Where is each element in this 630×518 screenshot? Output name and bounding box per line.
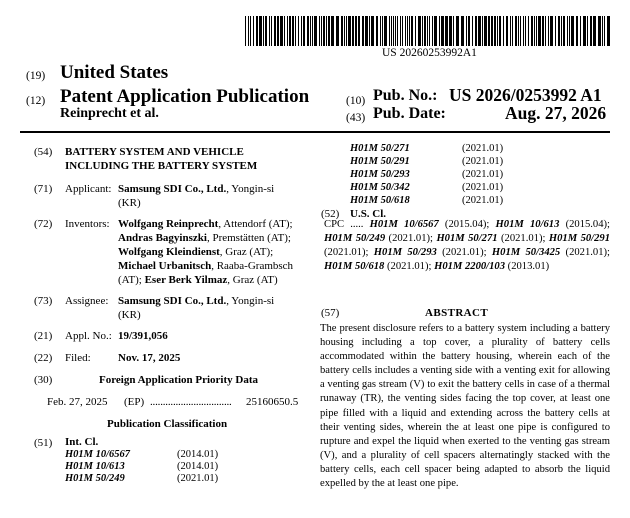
barcode-bar <box>418 16 421 46</box>
barcode-bar <box>369 16 370 46</box>
barcode-bar <box>393 16 394 46</box>
int-cl-label: Int. Cl. <box>65 436 99 448</box>
barcode-bar <box>488 16 490 46</box>
barcode-bar <box>482 16 483 46</box>
assignee-label: Assignee: <box>65 295 109 307</box>
int-cl-row <box>65 461 218 472</box>
inventor-1 <box>118 218 293 230</box>
barcode-bar <box>376 16 378 46</box>
int-cl-year: (2021.01) <box>462 143 504 154</box>
barcode-bar <box>510 16 511 46</box>
barcode-bar <box>461 16 464 46</box>
appl-no-value: 19/391,056 <box>118 330 168 342</box>
barcode-bar <box>391 16 392 46</box>
barcode-bar <box>400 16 401 46</box>
barcode-bar <box>434 16 437 46</box>
applicant-label: Applicant: <box>65 183 112 195</box>
barcode-bar <box>555 16 556 46</box>
barcode-bar <box>250 16 251 46</box>
assignee-location: , Yongin-si <box>226 295 275 307</box>
int-cl-year: (2021.01) <box>177 473 219 484</box>
pub-no-code-label: (10) <box>346 95 366 107</box>
barcode-bar <box>548 16 549 46</box>
barcode-bar <box>409 16 410 46</box>
foreign-priority-heading: Foreign Application Priority Data <box>99 374 258 386</box>
cpc-codes: H01M 10/6567 (2015.04); H01M 10/613 (2015.04); H01M 50/249 (2021.01); H01M 50/271 (2021.01); H01M 50/291 (2021.01); H01M 50/293 (2021.01); H01M 50/3425 (2021.01); H01M 50/618 (2021.01); H01M 2200/103 (2013.01) <box>324 219 611 273</box>
cpc-classification <box>324 218 610 274</box>
barcode-bar <box>531 16 533 46</box>
barcode-bar <box>538 16 541 46</box>
barcode-bar <box>277 16 279 46</box>
barcode-bar <box>314 16 317 46</box>
inventor-3-name: Wolfgang Kleindienst <box>118 246 220 258</box>
barcode-bar <box>569 16 570 46</box>
pub-date-value: Aug. 27, 2026 <box>505 103 607 123</box>
int-cl-row <box>350 182 503 193</box>
applicant-code-label: (71) <box>34 183 53 195</box>
barcode-bar <box>303 16 305 46</box>
barcode-bar <box>310 16 311 46</box>
int-cl-row <box>65 449 218 460</box>
barcode-bar <box>561 16 562 46</box>
barcode-bar <box>346 16 347 46</box>
barcode-bar <box>512 16 513 46</box>
int-cl-year: (2021.01) <box>462 182 504 193</box>
inventor-4-location: , Raaba-Grambsch <box>211 260 294 272</box>
inventor-5-name: Eser Berk Yilmaz <box>144 274 228 286</box>
int-cl-year: (2014.01) <box>177 461 219 472</box>
inventor-5-location: , Graz (AT) <box>227 274 278 286</box>
barcode-bar <box>427 16 428 46</box>
header-divider <box>20 131 610 133</box>
foreign-priority-number: 25160650.5 <box>246 396 299 408</box>
int-cl-code: H01M 50/618 <box>350 195 410 206</box>
int-cl-code: H01M 50/249 <box>65 473 125 484</box>
barcode-bar <box>371 16 374 46</box>
barcode-bar <box>475 16 477 46</box>
barcode-bar <box>253 16 254 46</box>
int-cl-year: (2021.01) <box>462 156 504 167</box>
barcode-bar <box>358 16 360 46</box>
filed-value: Nov. 17, 2025 <box>118 352 181 364</box>
inventor-2 <box>118 232 291 244</box>
authors: Reinprecht et al. <box>60 106 159 121</box>
barcode-bar <box>484 16 487 46</box>
barcode-bar <box>587 16 588 46</box>
inventor-2-location: , Premstätten (AT); <box>206 232 291 244</box>
barcode-bar <box>344 16 345 46</box>
pub-no-value: US 2026/0253992 A1 <box>449 85 602 105</box>
applicant-location: , Yongin-si <box>226 183 275 195</box>
inventor-2-name: Andras Bagyinszki <box>118 232 207 244</box>
barcode-bar <box>571 16 574 46</box>
barcode-bar <box>274 16 276 46</box>
barcode-bar <box>550 16 553 46</box>
cpc-prefix: CPC ..... <box>324 219 364 230</box>
barcode-bar <box>312 16 313 46</box>
inventor-1-location: , Attendorf (AT); <box>218 218 293 230</box>
barcode-bar <box>598 16 601 46</box>
barcode-bar <box>432 16 433 46</box>
barcode-bar <box>271 16 272 46</box>
barcode-number: US 20260253992A1 <box>382 47 477 59</box>
barcode-bar <box>583 16 586 46</box>
inventors-code-label: (72) <box>34 218 53 230</box>
barcode-bar <box>319 16 320 46</box>
applicant-country: (KR) <box>118 197 141 209</box>
barcode-bar <box>331 16 334 46</box>
barcode-bar <box>405 16 406 46</box>
barcode-bar <box>269 16 270 46</box>
appl-no-code-label: (21) <box>34 330 53 342</box>
barcode-bar <box>593 16 596 46</box>
barcode-bar <box>321 16 322 46</box>
int-cl-year: (2014.01) <box>177 449 219 460</box>
barcode-bar <box>576 16 578 46</box>
title-code-label: (54) <box>34 146 53 158</box>
barcode-bar <box>284 16 285 46</box>
barcode-bar <box>292 16 294 46</box>
applicant-name: Samsung SDI Co., Ltd. <box>118 183 227 195</box>
barcode-bar <box>468 16 470 46</box>
filed-label: Filed: <box>65 352 91 364</box>
pub-date-code-label: (43) <box>346 112 366 124</box>
barcode <box>245 16 611 46</box>
barcode-bar <box>506 16 508 46</box>
barcode-bar <box>287 16 288 46</box>
barcode-bar <box>497 16 498 46</box>
title-line-1: BATTERY SYSTEM AND VEHICLE <box>65 146 244 158</box>
barcode-bar <box>289 16 291 46</box>
abstract-heading: ABSTRACT <box>425 307 489 319</box>
pub-no-label: Pub. No.: <box>373 87 438 104</box>
barcode-bar <box>395 16 396 46</box>
int-cl-year: (2021.01) <box>462 195 504 206</box>
foreign-priority-code-label: (30) <box>34 374 53 386</box>
barcode-bar <box>248 16 249 46</box>
barcode-bar <box>323 16 325 46</box>
us-cl-label: U.S. Cl. <box>350 208 387 220</box>
barcode-bar <box>542 16 544 46</box>
barcode-bar <box>602 16 603 46</box>
barcode-bar <box>528 16 529 46</box>
pub-date-label: Pub. Date: <box>373 105 446 122</box>
country-code-label: (19) <box>26 70 46 82</box>
assignee-value <box>118 295 274 307</box>
int-cl-code: H01M 10/613 <box>65 461 125 472</box>
barcode-bar <box>402 16 403 46</box>
barcode-bar <box>411 16 413 46</box>
barcode-bar <box>380 16 381 46</box>
int-cl-row <box>65 473 218 484</box>
barcode-bar <box>265 16 267 46</box>
barcode-bar <box>384 16 387 46</box>
barcode-bar <box>472 16 473 46</box>
barcode-bar <box>520 16 521 46</box>
inventor-4 <box>118 260 293 272</box>
barcode-bar <box>567 16 568 46</box>
barcode-bar <box>280 16 283 46</box>
int-cl-row <box>350 169 503 180</box>
inventor-3 <box>118 246 273 258</box>
barcode-bar <box>456 16 459 46</box>
barcode-bar <box>466 16 467 46</box>
inventor-3-location: , Graz (AT); <box>219 246 274 258</box>
barcode-bar <box>365 16 368 46</box>
pub-type-code-label: (12) <box>26 95 46 107</box>
barcode-bar <box>515 16 517 46</box>
barcode-bar <box>445 16 448 46</box>
abstract-code-label: (57) <box>321 307 340 319</box>
barcode-bar <box>534 16 535 46</box>
barcode-bar <box>256 16 258 46</box>
barcode-bar <box>525 16 526 46</box>
filed-code-label: (22) <box>34 352 53 364</box>
barcode-bar <box>341 16 343 46</box>
barcode-bar <box>491 16 493 46</box>
int-cl-code: H01M 50/293 <box>350 169 410 180</box>
barcode-bar <box>424 16 426 46</box>
publication-type: Patent Application Publication <box>60 86 310 107</box>
inventor-4-country: (AT); <box>118 274 145 286</box>
assignee-name: Samsung SDI Co., Ltd. <box>118 295 227 307</box>
inventor-4-name: Michael Urbanitsch <box>118 260 212 272</box>
barcode-bar <box>545 16 546 46</box>
abstract-text: The present disclosure refers to a battery system including a battery housing including a top cover, a plurality of battery cells accommodated within the battery housing, wherein each of the battery cells includes a venting side with a venting exit for allowing a venting gas stream (V) to exit the battery cells in case of a thermal runaway (TR), the venting sides facing the top cover, at least one pipe filled with a liquid and extending across the battery cells at their venting sides, wherein the at least one pipe is configured to rupture and expel the liquid when exerted to the venting gas stream (V), and a plurality of cell spacers alternatingly stacked with the battery cells, each cell spacer being adapted to absorb the liquid expelled by the at least one pipe. <box>320 323 610 490</box>
barcode-bar <box>301 16 302 46</box>
int-cl-code: H01M 50/291 <box>350 156 410 167</box>
barcode-bar <box>523 16 524 46</box>
barcode-bar <box>536 16 537 46</box>
title-line-2: INCLUDING THE BATTERY SYSTEM <box>65 160 258 172</box>
us-cl-code-label: (52) <box>321 208 340 220</box>
barcode-bar <box>362 16 364 46</box>
barcode-bar <box>503 16 504 46</box>
barcode-bar <box>494 16 496 46</box>
int-cl-code: H01M 10/6567 <box>65 449 131 460</box>
barcode-bar <box>429 16 430 46</box>
foreign-priority-office: (EP) <box>124 396 145 408</box>
barcode-bar <box>558 16 560 46</box>
barcode-bar <box>389 16 390 46</box>
barcode-bar <box>352 16 354 46</box>
barcode-bar <box>355 16 357 46</box>
barcode-bar <box>328 16 330 46</box>
assignee-country: (KR) <box>118 309 141 321</box>
barcode-bar <box>590 16 592 46</box>
publication-classification-heading: Publication Classification <box>107 418 228 430</box>
barcode-bar <box>245 16 246 46</box>
inventors-label: Inventors: <box>65 218 110 230</box>
foreign-priority-leader: ................................ <box>150 396 232 408</box>
barcode-bar <box>478 16 481 46</box>
foreign-priority-date: Feb. 27, 2025 <box>47 396 108 408</box>
barcode-bar <box>422 16 423 46</box>
int-cl-year: (2021.01) <box>462 169 504 180</box>
barcode-bar <box>415 16 416 46</box>
barcode-bar <box>604 16 605 46</box>
barcode-bar <box>580 16 581 46</box>
barcode-bar <box>326 16 327 46</box>
barcode-bar <box>259 16 262 46</box>
barcode-bar <box>563 16 565 46</box>
barcode-bar <box>397 16 398 46</box>
int-cl-row <box>350 156 503 167</box>
barcode-bar <box>499 16 501 46</box>
barcode-bar <box>449 16 452 46</box>
inventor-5 <box>118 274 278 286</box>
int-cl-code: H01M 50/271 <box>350 143 410 154</box>
barcode-bar <box>441 16 444 46</box>
int-cl-row <box>350 195 503 206</box>
barcode-bar <box>407 16 408 46</box>
int-cl-code: H01M 50/342 <box>350 182 410 193</box>
country-name: United States <box>60 62 169 83</box>
appl-no-label: Appl. No.: <box>65 330 112 342</box>
barcode-bar <box>298 16 299 46</box>
barcode-bar <box>518 16 519 46</box>
barcode-bar <box>453 16 454 46</box>
barcode-bar <box>382 16 383 46</box>
barcode-bar <box>348 16 351 46</box>
barcode-bar <box>295 16 296 46</box>
barcode-bar <box>607 16 610 46</box>
int-cl-row <box>350 143 503 154</box>
barcode-bar <box>307 16 309 46</box>
applicant-value <box>118 183 274 195</box>
barcode-bar <box>439 16 440 46</box>
int-cl-code-label: (51) <box>34 437 53 449</box>
inventor-1-name: Wolfgang Reinprecht <box>118 218 219 230</box>
barcode-bar <box>336 16 339 46</box>
assignee-code-label: (73) <box>34 295 53 307</box>
barcode-bar <box>263 16 264 46</box>
